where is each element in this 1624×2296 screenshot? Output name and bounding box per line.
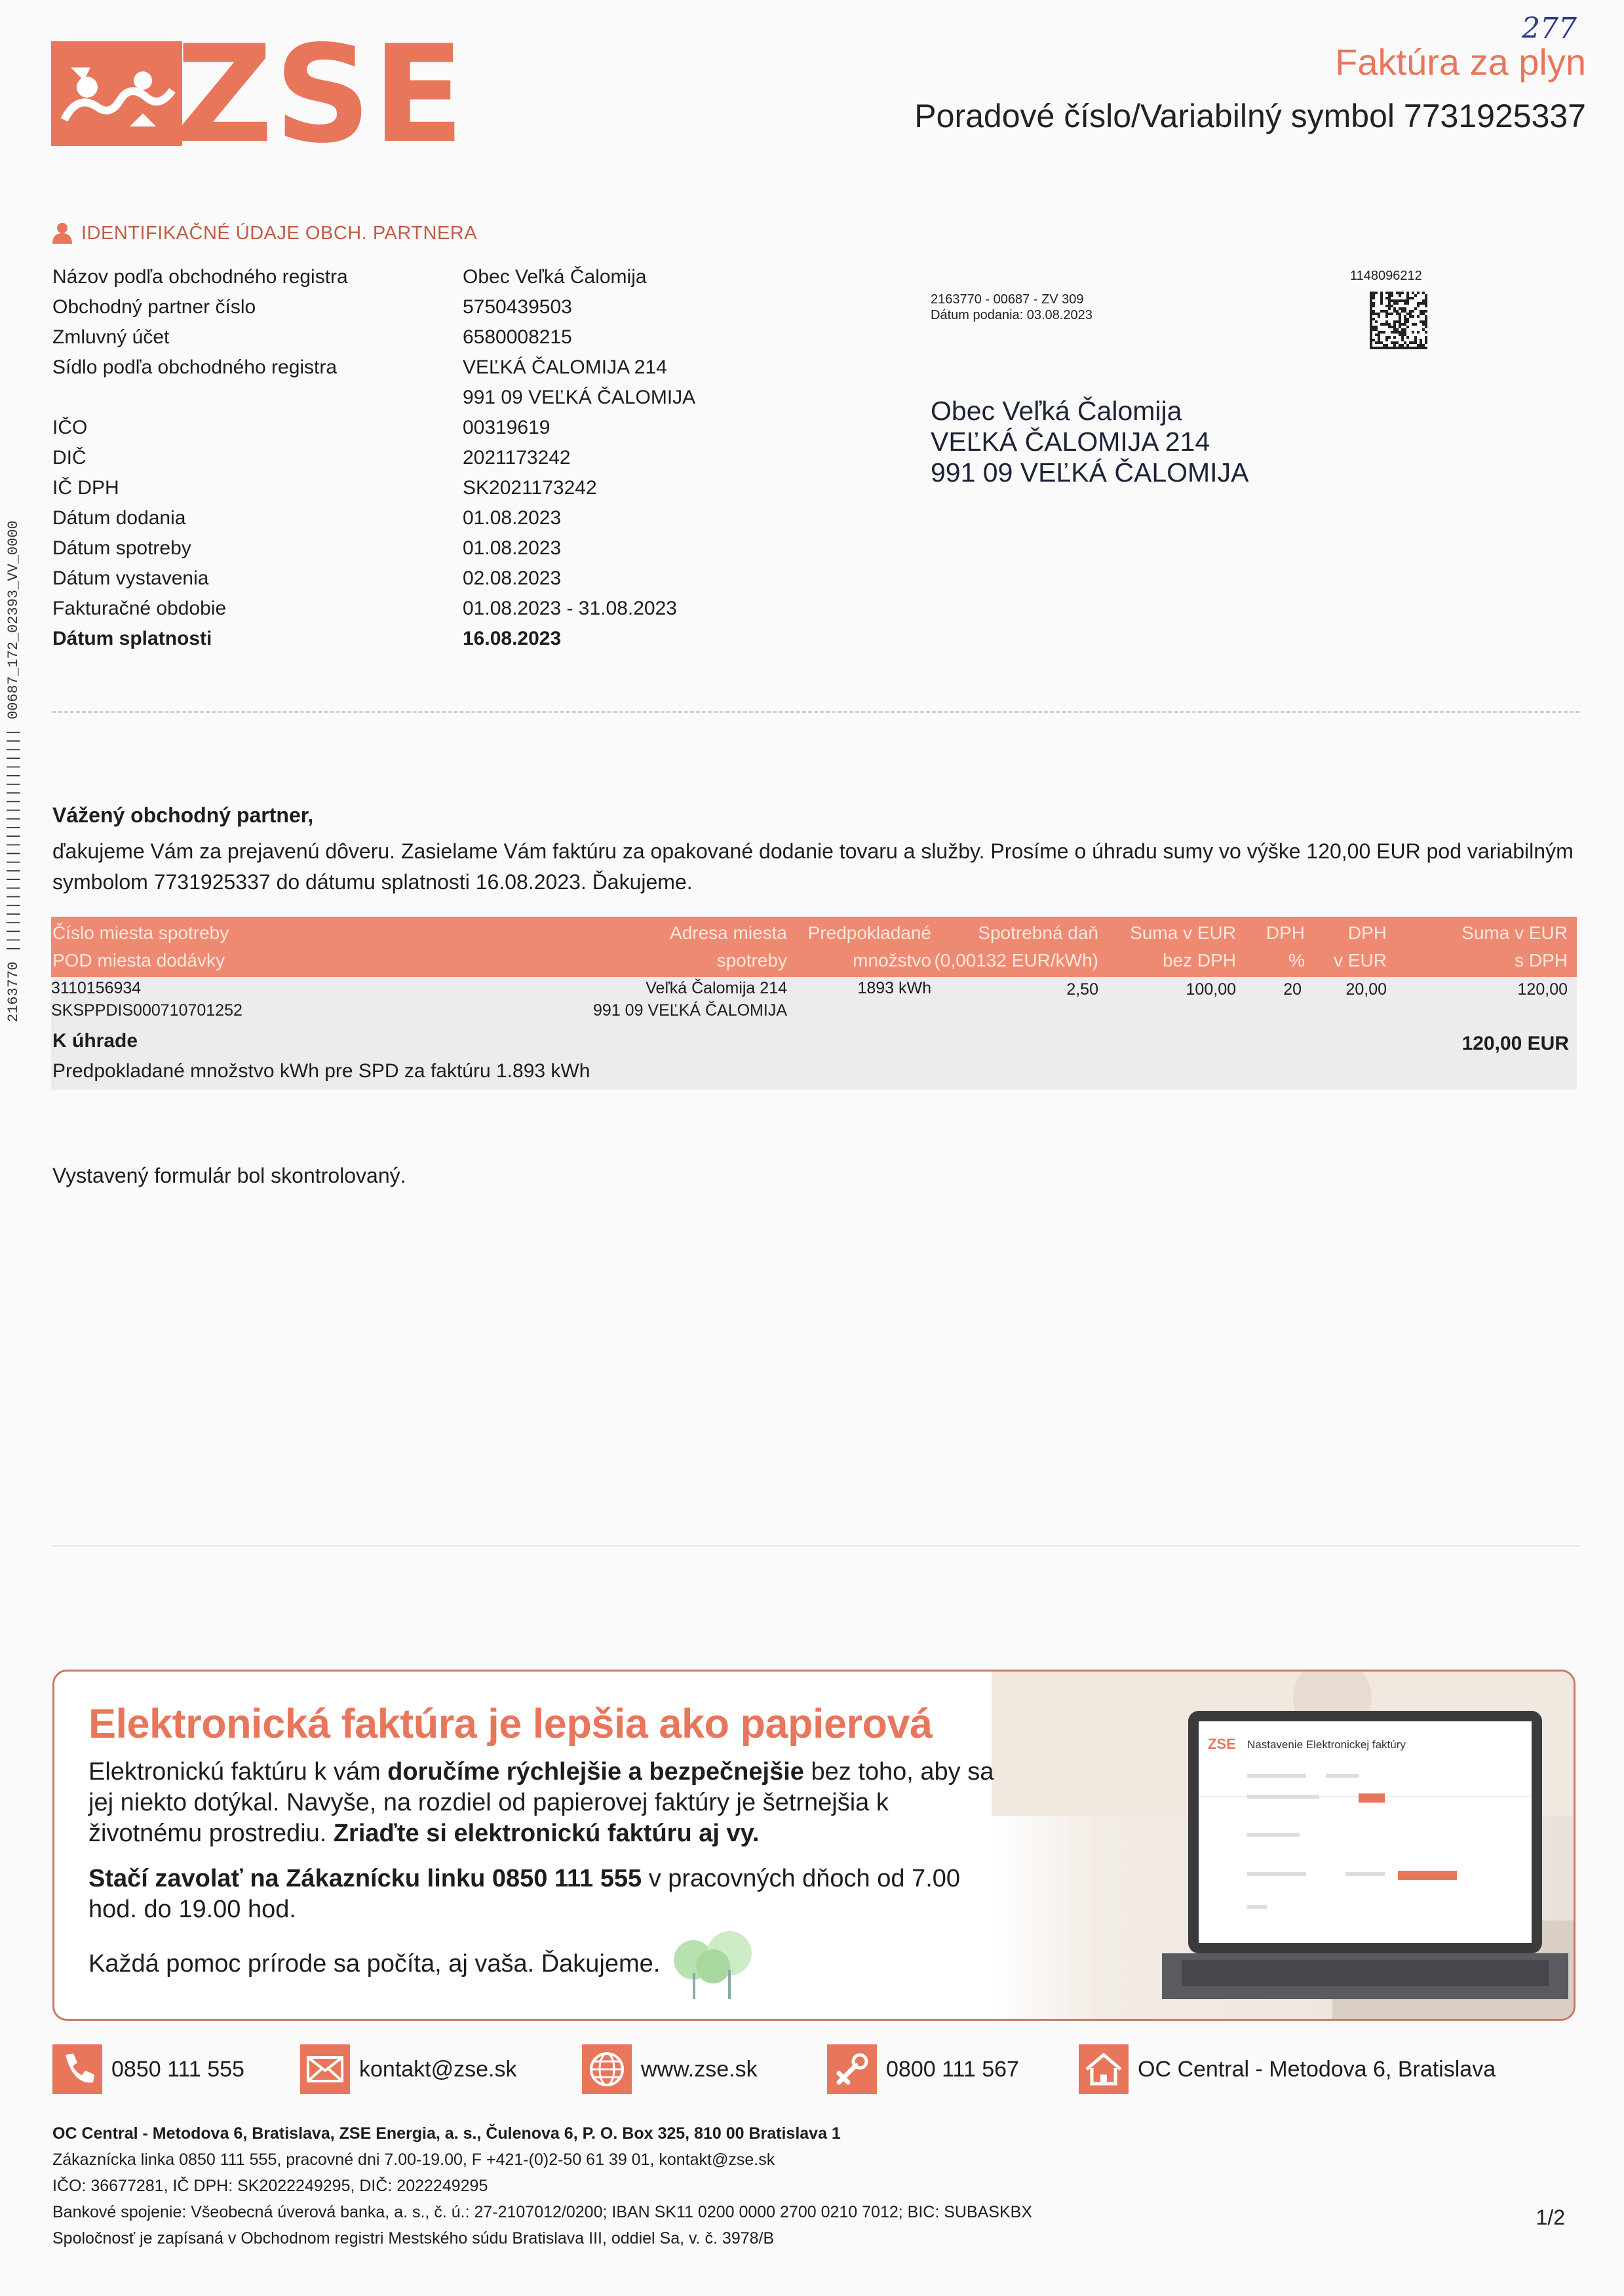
ident-row [52,624,790,654]
promo-paragraph [88,1864,1006,1925]
phone-icon [52,2044,102,2094]
ident-label: Obchodný partner číslo [52,296,256,318]
ident-value: 00319619 [463,417,551,438]
greeting: Vážený obchodný partner, [52,803,314,827]
promo-text: bez toho, aby sa jej niekto dotýkal. Navyše, na rozdiel od papierovej faktúry je šetrnejšia k životnému prostrediu. [88,1758,994,1847]
ident-heading [51,221,477,245]
header-excise: Spotrebná daň [978,923,1098,943]
barcode-number: 1148096212 [1350,269,1422,283]
addressee-line: Obec Veľká Čalomija [931,396,1182,426]
ident-value: 2021173242 [463,447,571,469]
contact-fault-text: 0800 111 567 [886,2056,1019,2082]
promo-thanks: Každá pomoc prírode sa počíta, aj vaša. Ďakujeme. [88,1950,661,1978]
header-net: Suma v EUR [1130,923,1236,943]
cell-quantity: 1893 kWh [857,979,931,997]
ident-value: 01.08.2023 [463,507,562,529]
footer-line: Zákaznícka linka 0850 111 555, pracovné dni 7.00-19.00, F +421-(0)2-50 61 39 01, kontakt@zse.sk [52,2151,775,2169]
contact-email[interactable] [300,2044,517,2094]
contact-office-text: OC Central - Metodova 6, Bratislava [1138,2056,1496,2082]
promo-text-bold: Zriaďte si elektronickú faktúru aj vy. [333,1820,760,1847]
header-address-2: spotreby [716,950,787,970]
ident-row [52,322,790,353]
e-invoice-promo [52,1670,1576,2021]
ident-label: Dátum spotreby [52,537,191,559]
ident-row [52,413,790,443]
ident-value: SK2021173242 [463,477,597,499]
cell-gross: 120,00 [1517,980,1568,999]
ident-value: 01.08.2023 - 31.08.2023 [463,598,677,619]
cell-pod: SKSPPDIS000710701252 [51,1001,242,1020]
handwritten-note: 277 [1522,12,1577,45]
ident-value: 6580008215 [463,326,572,348]
ident-row [52,533,790,564]
ident-row [52,383,790,413]
ident-value: Obec Veľká Čalomija [463,266,647,288]
ident-row [52,292,790,322]
cell-vat-eur: 20,00 [1345,980,1387,999]
zse-logo-mark [51,41,182,146]
cell-vat-pct: 20 [1283,980,1302,999]
table-header [51,917,1577,977]
ident-value: VEĽKÁ ČALOMIJA 214 [463,356,667,378]
cell-address: Veľká Čalomija 214 [646,979,787,997]
cell-net: 100,00 [1186,980,1236,999]
laptop-illustration [1162,1711,1568,1999]
footer-line: Bankové spojenie: Všeobecná úverová banka, a. s., č. ú.: 27-2107012/0200; IBAN SK11 0200 0000 2700 0210 7012; BIC: SUBASKBX [52,2203,1033,2221]
contact-phone[interactable] [52,2044,244,2094]
footer-line: Spoločnosť je zapísaná v Obchodnom registri Mestského súdu Bratislava III, oddiel Sa, v. č. 3978/B [52,2229,775,2248]
header-quantity-2: množstvo [853,950,931,970]
ident-value: 5750439503 [463,296,572,318]
checked-note: Vystavený formulár bol skontrolovaný. [52,1164,406,1187]
promo-paragraph [88,1757,1006,1849]
ident-label: Dátum splatnosti [52,628,212,649]
ident-value: 02.08.2023 [463,567,562,589]
divider [52,711,1579,713]
header-excise-2: (0,00132 EUR/kWh) [934,950,1098,970]
screen-logo: ZSE [1208,1736,1236,1752]
ident-label: IČ DPH [52,477,119,499]
ident-table [52,262,790,654]
promo-hotline: Stačí zavolať na Zákaznícku linku 0850 111 555 [88,1865,642,1892]
ident-label: Dátum dodania [52,507,186,529]
ident-row [52,443,790,473]
contact-web[interactable] [582,2044,758,2094]
ident-label: Zmluvný účet [52,326,170,348]
header-gross-2: s DPH [1515,950,1568,970]
header-address: Adresa miesta [670,923,787,943]
ident-heading-text: IDENTIFIKAČNÉ ÚDAJE OBCH. PARTNERA [81,222,478,244]
ident-row [52,594,790,624]
header-vat-pct-2: % [1288,950,1305,970]
promo-title: Elektronická faktúra je lepšia ako papierová [88,1701,933,1747]
page-number: 1/2 [1536,2206,1565,2229]
user-icon [51,221,73,245]
addressee-line: 991 09 VEĽKÁ ČALOMIJA [931,457,1249,488]
addressee-line: VEĽKÁ ČALOMIJA 214 [931,427,1210,457]
datamatrix-code [1370,292,1427,349]
promo-hours: v pracovných dňoch od 7.00 hod. do 19.00 hod. [88,1865,961,1923]
cell-excise: 2,50 [1066,980,1098,999]
house-icon [1079,2044,1129,2094]
letter-body: ďakujeme Vám za prejavenú dôveru. Zasielame Vám faktúru za opakované dodanie tovaru a služby. Prosíme o úhradu sumy vo výške 120,00 EUR pod variabilným symbolom 7731925337 do dátumu splatnosti 16.08.2023. Ďakujeme. [52,839,1574,894]
ident-label: Názov podľa obchodného registra [52,266,348,288]
laptop-icon [1162,1711,1568,1999]
ident-label: DIČ [52,447,87,469]
promo-text: Elektronickú faktúru k vám [88,1758,388,1786]
contact-email-text: kontakt@zse.sk [359,2056,517,2082]
postal-date-line: Dátum podania: 03.08.2023 [931,308,1092,322]
header-pod: POD miesta dodávky [52,950,225,970]
divider [52,1545,1579,1546]
footer-line: IČO: 36677281, IČ DPH: SK2022249295, DIČ: 2022249295 [52,2177,488,2195]
zse-logo-text: ZSE [176,17,466,173]
postal-ref-line: 2163770 - 00687 - ZV 309 [931,292,1084,307]
ident-row [52,503,790,533]
ident-row [52,353,790,383]
header-vat-pct: DPH [1266,923,1305,943]
zse-logo [51,17,466,173]
due-label: K úhrade [52,1030,138,1052]
ident-label: Dátum vystavenia [52,567,209,589]
ident-label: Fakturačné obdobie [52,598,227,619]
promo-text-bold: doručíme rýchlejšie a bezpečnejšie [387,1758,804,1786]
contact-web-text: www.zse.sk [641,2056,758,2082]
header-vat-eur: DPH [1347,923,1387,943]
side-code: 2163770 |||||||||||||||||||||||||| 00687_172_02393_VV_0000 [5,520,22,1022]
ident-label: IČO [52,417,88,438]
due-amount: 120,00 EUR [1461,1033,1569,1054]
contacts-bar [52,2044,1579,2103]
postal-reference [931,292,1092,323]
document-title: Faktúra za plyn [1335,41,1586,83]
globe-icon [582,2044,632,2094]
tools-icon [827,2044,877,2094]
header-spot-number: Číslo miesta spotreby [52,923,229,943]
ident-value: 991 09 VEĽKÁ ČALOMIJA [463,387,696,408]
header-quantity: Predpokladané [807,923,931,943]
ident-row [52,262,790,292]
addressee-block [931,396,1248,488]
quantity-note: Predpokladané množstvo kWh pre SPD za faktúru 1.893 kWh [52,1060,590,1082]
document-number: Poradové číslo/Variabilný symbol 7731925337 [914,98,1586,134]
contact-office[interactable] [1079,2044,1496,2094]
ident-row [52,564,790,594]
ident-value: 01.08.2023 [463,537,562,559]
company-footer [52,2120,1032,2251]
header-gross: Suma v EUR [1461,923,1568,943]
contact-fault-line[interactable] [827,2044,1019,2094]
trees-icon [664,1930,769,2002]
ident-label: Sídlo podľa obchodného registra [52,356,338,378]
screen-title: Nastavenie Elektronickej faktúry [1247,1738,1406,1751]
envelope-icon [300,2044,350,2094]
ident-row [52,473,790,503]
ident-value: 16.08.2023 [463,628,562,649]
contact-phone-text: 0850 111 555 [111,2056,244,2082]
cell-address-2: 991 09 VEĽKÁ ČALOMIJA [593,1001,787,1020]
header-vat-eur-2: v EUR [1334,950,1387,970]
header-net-2: bez DPH [1162,950,1236,970]
footer-line: OC Central - Metodova 6, Bratislava, ZSE Energia, a. s., Čulenova 6, P. O. Box 325, 810 00 Bratislava 1 [52,2124,841,2143]
cell-spot-number: 3110156934 [51,979,142,997]
